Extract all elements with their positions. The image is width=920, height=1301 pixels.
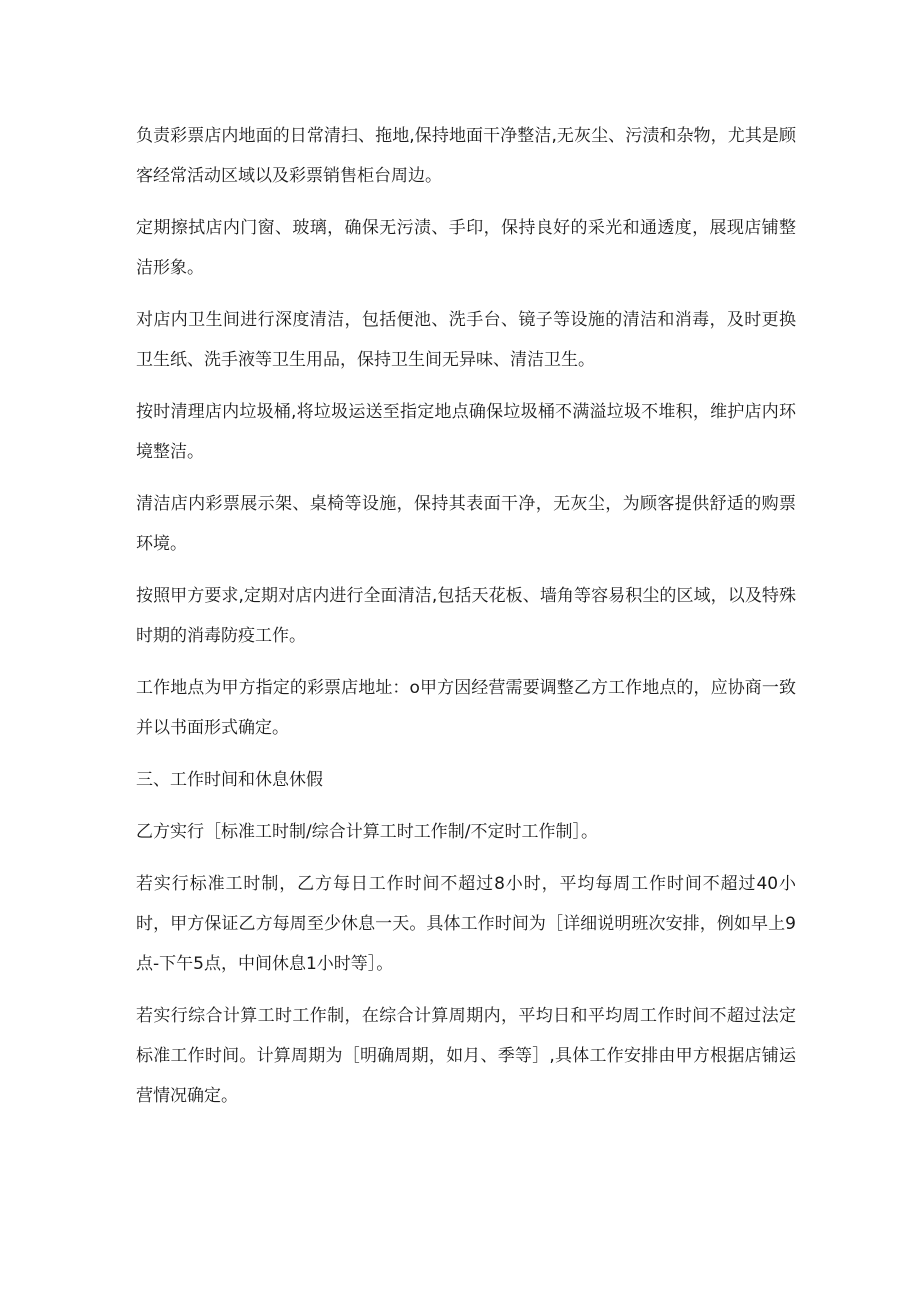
paragraph-comprehensive-hours: 若实行综合计算工时工作制，在综合计算周期内，平均日和平均周工作时间不超过法定标准工作时间。计算周期为［明确周期，如月、季等］,具体工作安排由甲方根据店铺运营情况确定。 (136, 1006, 796, 1106)
document-body (136, 116, 796, 1128)
paragraph-work-hour-system: 乙方实行［标准工时制/综合计算工时工作制/不定时工作制］。 (136, 822, 598, 842)
paragraph-trash-removal: 按时清理店内垃圾桶,将垃圾运送至指定地点确保垃圾桶不满溢垃圾不堆积，维护店内环境整洁。 (136, 402, 796, 462)
section-heading: 三、工作时间和休息休假 (136, 770, 323, 790)
paragraph-standard-hours: 若实行标准工时制，乙方每日工作时间不超过8小时，平均每周工作时间不超过40小时，甲方保证乙方每周至少休息一天。具体工作时间为［详细说明班次安排，例如早上9点-下午5点，中间休息1小时等］。 (136, 874, 796, 974)
paragraph-deep-cleaning: 按照甲方要求,定期对店内进行全面清洁,包括天花板、墙角等容易积尘的区域，以及特殊时期的消毒防疫工作。 (136, 586, 796, 646)
paragraph-window-cleaning: 定期擦拭店内门窗、玻璃，确保无污渍、手印，保持良好的采光和通透度，展现店铺整洁形象。 (136, 218, 796, 278)
paragraph-fixture-cleaning: 清洁店内彩票展示架、桌椅等设施，保持其表面干净，无灰尘，为顾客提供舒适的购票环境。 (136, 494, 796, 554)
paragraph-work-location: 工作地点为甲方指定的彩票店地址：o甲方因经营需要调整乙方工作地点的，应协商一致并以书面形式确定。 (136, 678, 796, 738)
paragraph-floor-cleaning: 负责彩票店内地面的日常清扫、拖地,保持地面干净整洁,无灰尘、污渍和杂物，尤其是顾客经常活动区域以及彩票销售柜台周边。 (136, 126, 796, 186)
paragraph-restroom-cleaning: 对店内卫生间进行深度清洁，包括便池、洗手台、镜子等设施的清洁和消毒，及时更换卫生纸、洗手液等卫生用品，保持卫生间无异味、清洁卫生。 (136, 310, 796, 370)
